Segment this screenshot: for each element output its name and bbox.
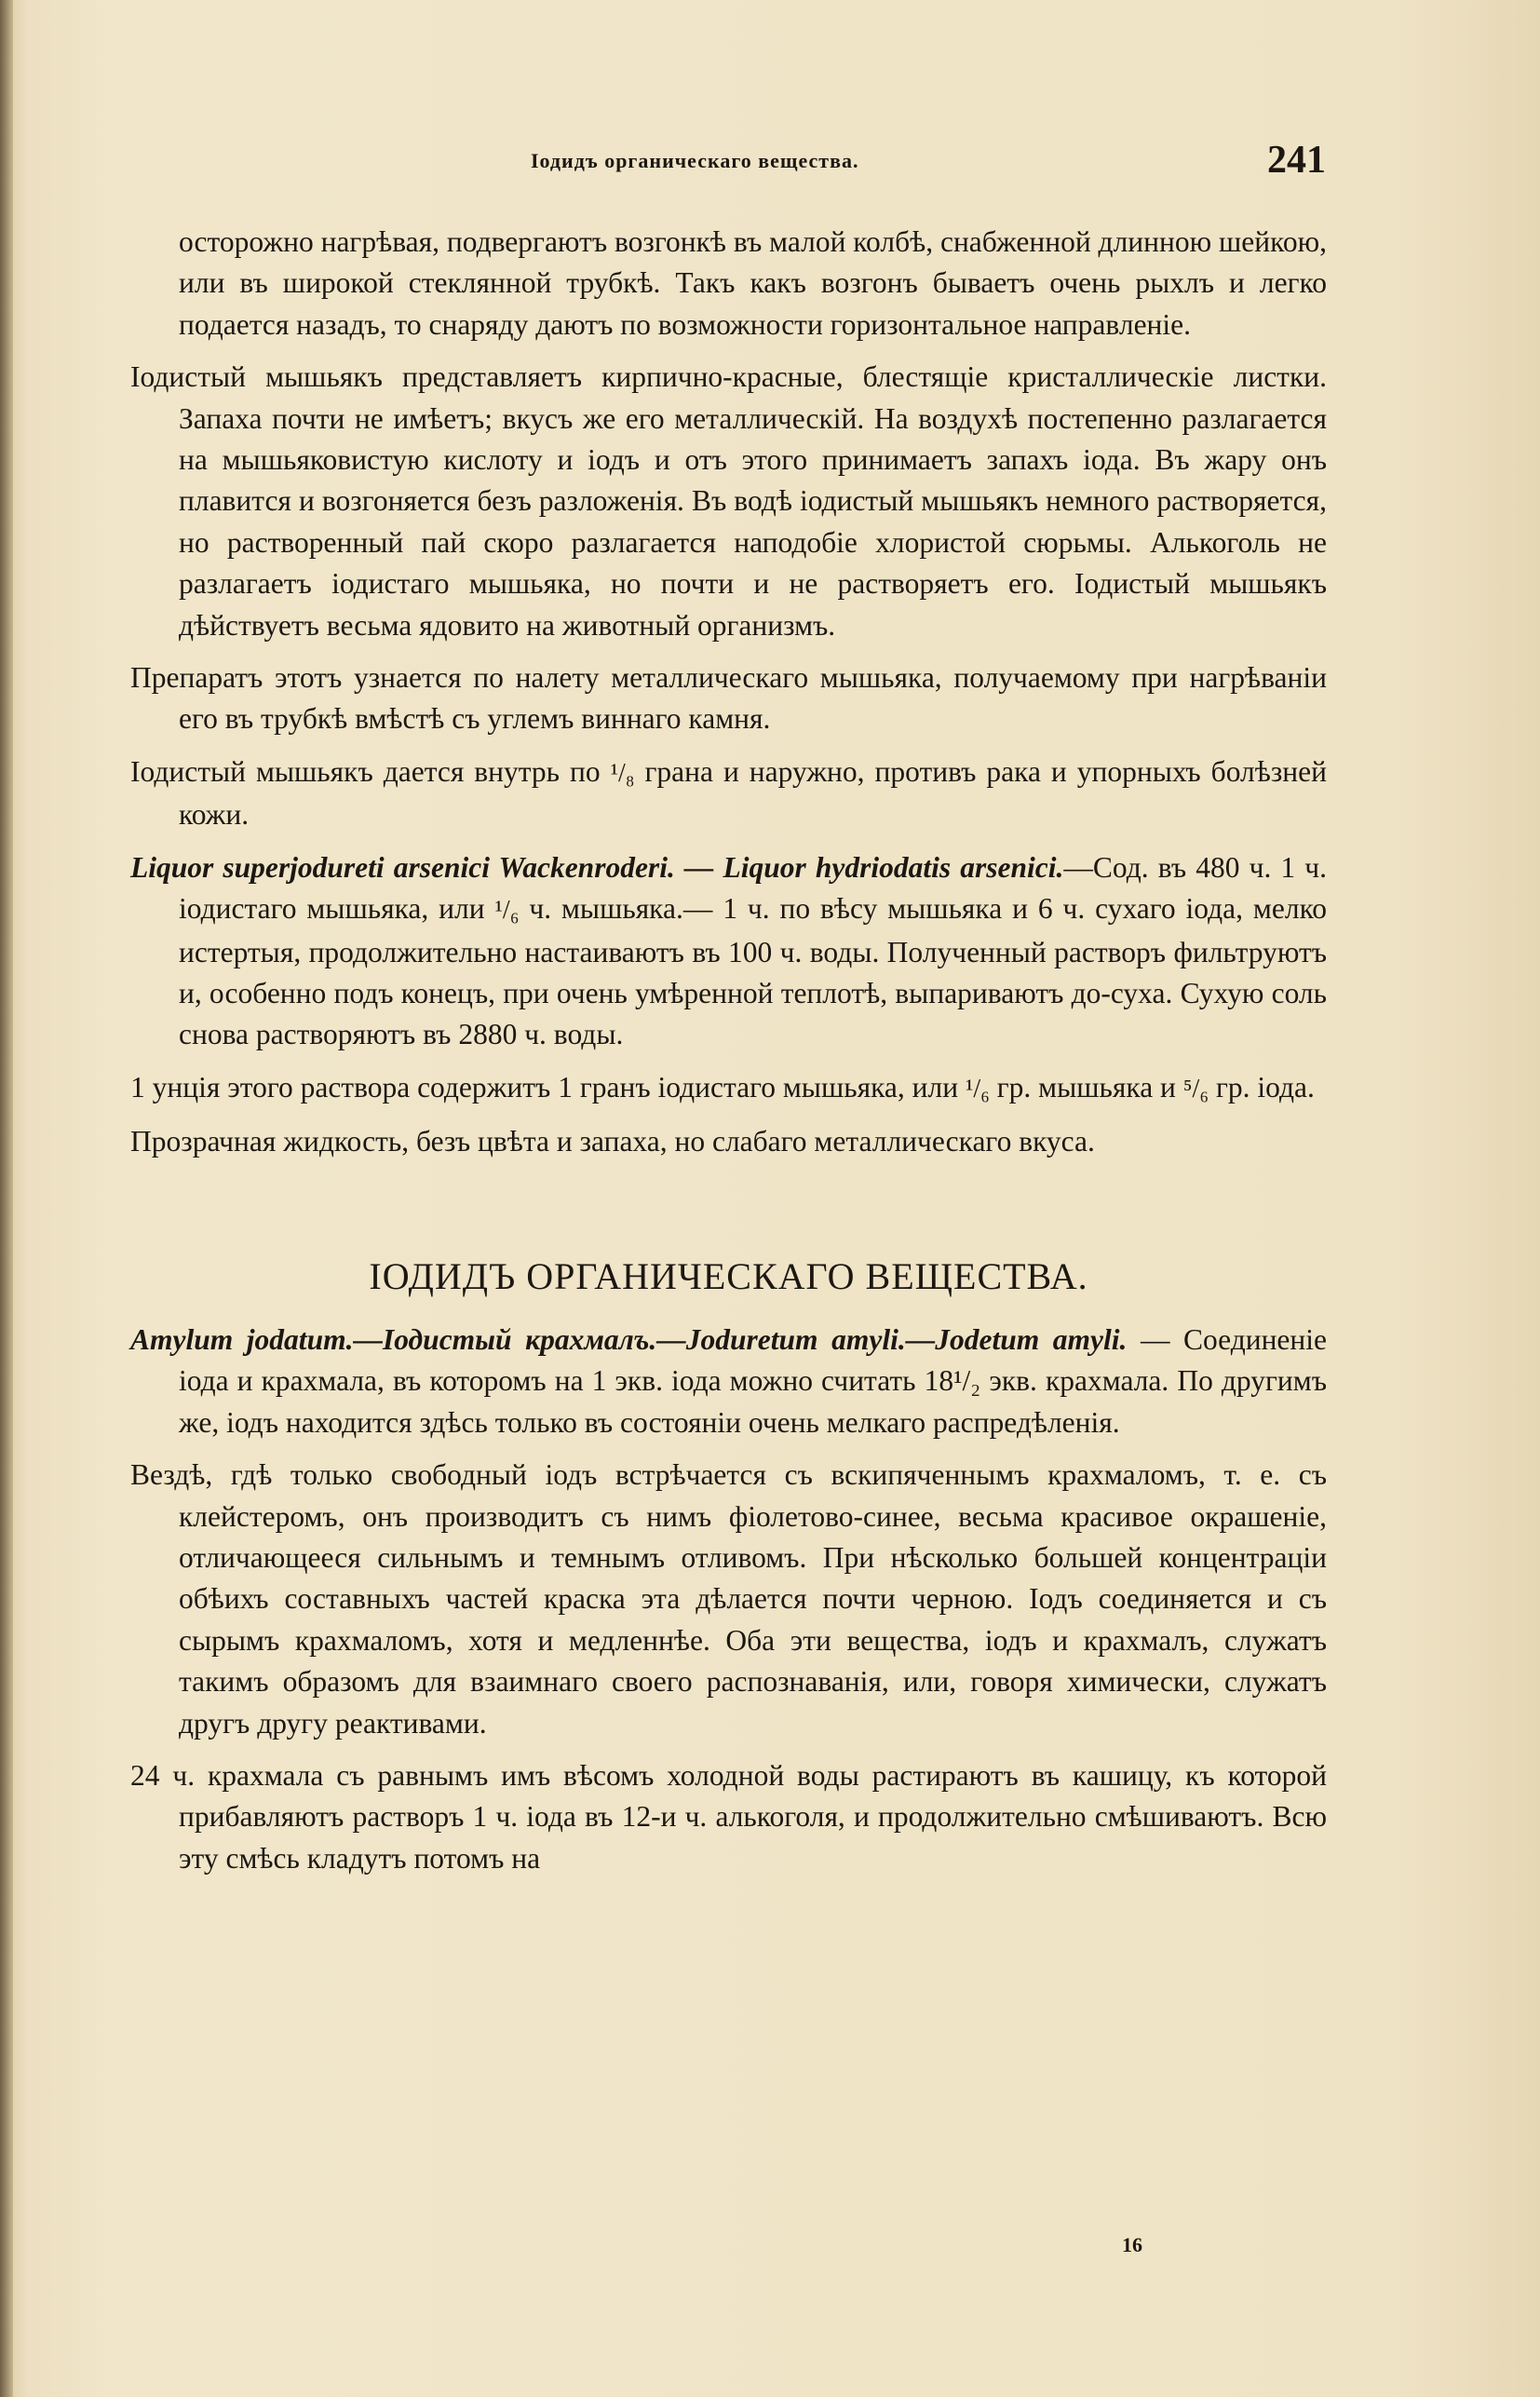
page-number: 241 <box>1267 139 1326 182</box>
page-header <box>130 138 1326 184</box>
latin-name: Amylum jodatum.—Іодистый крахмалъ.—Joduretum amyli.—Jodetum amyli. <box>130 1322 1128 1356</box>
fraction: ¹/₆ <box>965 1074 990 1104</box>
paragraph: Прозрачная жидкость, безъ цвѣта и запаха, но слабаго металлическаго вкуса. <box>130 1125 1095 1158</box>
paragraph: Препаратъ этотъ узнается по налету металлическаго мышьяка, получаемому при нагрѣваніи его въ трубкѣ вмѣстѣ съ углемъ виннаго камня. <box>130 661 1327 736</box>
paragraph <box>130 752 1327 836</box>
text-run: 1 унція этого раствора содержитъ 1 гранъ іодистаго мышьяка, или <box>130 1070 959 1104</box>
fraction: ¹/₈ <box>610 758 635 788</box>
text-run: — Соединеніе іода и крахмала, въ которомъ на 1 экв. іода можно считать <box>179 1322 1328 1398</box>
text-run: грана и наружно, противъ рака и упорныхъ болѣзней кожи. <box>179 754 1328 832</box>
fraction: ⁵/₆ <box>1182 1074 1209 1104</box>
paragraph <box>130 1067 1327 1110</box>
text-run: гр. мышьяка и <box>996 1070 1176 1104</box>
text-run: гр. іода. <box>1215 1070 1315 1104</box>
paragraph <box>130 1320 1327 1443</box>
fraction: 18¹/₂ <box>924 1364 981 1398</box>
paragraph <box>130 847 1327 1056</box>
latin-name: Liquor superjodureti arsenici Wackenroderi. — Liquor hydriodatis arsenici. <box>130 850 1064 884</box>
text-run: экв. крахмала. По другимъ же, іодъ находится здѣсь только въ состояніи очень мелкаго распредѣленія. <box>179 1364 1328 1439</box>
binding-shadow <box>0 0 13 2397</box>
paragraph: Вездѣ, гдѣ только свободный іодъ встрѣчается съ вскипяченнымъ крахмаломъ, т. е. съ клейстеромъ, онъ производитъ съ нимъ фіолетово-синее, весьма красивое окрашеніе, отличающееся сильнымъ и темнымъ отливомъ. При нѣсколько большей концентраціи обѣихъ составныхъ частей краска эта дѣлается почти черною. Іодъ соединяется и съ сырымъ крахмаломъ, хотя и медленнѣе. Оба эти вещества, іодъ и крахмалъ, служатъ такимъ образомъ для взаимнаго своего распознаванія, или, говоря химически, служатъ другъ другу реактивами. <box>130 1458 1327 1740</box>
text-run: ч. мышьяка.— 1 ч. по вѣсу мышьяка и 6 ч. сухаго іода, мелко истертыя, продолжительно настаиваютъ въ 100 ч. воды. Полученный растворъ фильтруютъ и, особенно подъ конецъ, при очень умѣренной теплотѣ, выпариваютъ до-суха. Сухую соль снова растворяютъ въ 2880 ч. воды. <box>179 892 1328 1051</box>
paragraph: Іодистый мышьякъ представляетъ кирпично-красные, блестящіе кристаллическіе листки. Запаха почти не имѣетъ; вкусъ же его металлическій. На воздухѣ постепенно разлагается на мышьяковистую кислоту и іодъ и отъ этого принимаетъ запахъ іода. Въ жару онъ плавится и возгоняется безъ разложенія. Въ водѣ іодистый мышьякъ немного растворяется, но растворенный пай скоро разлагается наподобіе хлористой сюрьмы. Алькоголь не разлагаетъ іодистаго мышьяка, но почти и не растворяетъ его. Іодистый мышьякъ дѣйствуетъ весьма ядовито на животный организмъ. <box>130 360 1327 642</box>
printer-signature: 16 <box>1122 2233 1142 2256</box>
fraction: ¹/₆ <box>494 896 520 926</box>
running-title: Іодидъ органическаго вещества. <box>531 149 859 172</box>
text-run: —Сод. въ 480 ч. 1 ч. іодистаго мышьяка, или <box>179 850 1327 926</box>
paragraph: 24 ч. крахмала съ равнымъ имъ вѣсомъ холодной воды растираютъ въ кашицу, къ которой прибавляютъ растворъ 1 ч. іода въ 12-и ч. алькоголя, и продолжительно смѣшиваютъ. Всю эту смѣсь кладутъ потомъ на <box>130 1759 1327 1875</box>
page-body <box>130 222 1327 1890</box>
section-title: ІОДИДЪ ОРГАНИЧЕСКАГО ВЕЩЕСТВА. <box>369 1254 1088 1297</box>
text-run: Іодистый мышьякъ дается внутрь по <box>130 754 601 788</box>
paragraph: осторожно нагрѣвая, подвергаютъ возгонкѣ въ малой колбѣ, снабженной длинною шейкою, или въ широкой стеклянной трубкѣ. Такъ какъ возгонъ бываетъ очень рыхлъ и легко подается назадъ, то снаряду даютъ по возможности горизонтальное направленіе. <box>179 225 1327 341</box>
